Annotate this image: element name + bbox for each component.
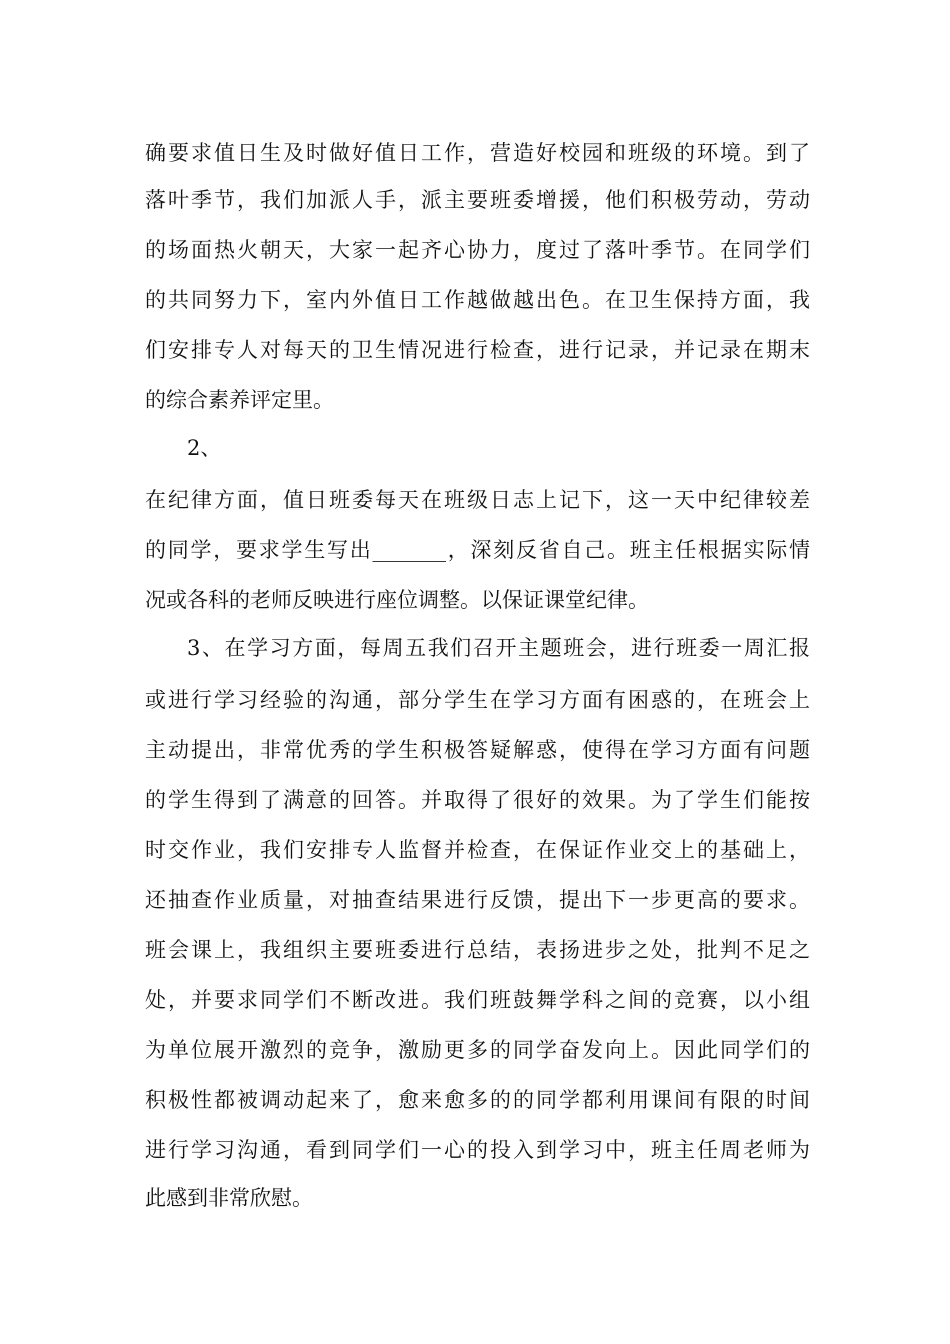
paragraph-3-line-6: 还抽查作业质量，对抽查结果进行反馈，提出下一步更高的要求。	[145, 888, 810, 912]
paragraph-2-line-2: 的同学，要求学生写出_______，深刻反省自己。班主任根据实际情	[145, 538, 810, 562]
paragraph-3-line-2: 或进行学习经验的沟通，部分学生在学习方面有困惑的，在班会上	[145, 688, 810, 712]
paragraph-1-line-5: 们安排专人对每天的卫生情况进行检查，进行记录，并记录在期末	[145, 338, 810, 362]
paragraph-3-line-12: 此感到非常欣慰。	[145, 1186, 313, 1210]
paragraph-3-line-1: 3、在学习方面，每周五我们召开主题班会，进行班委一周汇报	[187, 636, 810, 660]
paragraph-1-line-3: 的场面热火朝天，大家一起齐心协力，度过了落叶季节。在同学们	[145, 238, 810, 262]
paragraph-3-line-3: 主动提出，非常优秀的学生积极答疑解惑，使得在学习方面有问题	[145, 738, 810, 762]
paragraph-1-line-2: 落叶季节，我们加派人手，派主要班委增援，他们积极劳动，劳动	[145, 188, 810, 212]
paragraph-1-line-6: 的综合素养评定里。	[145, 388, 334, 412]
paragraph-1-line-4: 的共同努力下，室内外值日工作越做越出色。在卫生保持方面，我	[145, 288, 810, 312]
paragraph-3-line-8: 处，并要求同学们不断改进。我们班鼓舞学科之间的竞赛，以小组	[145, 988, 810, 1012]
paragraph-3-line-4: 的学生得到了满意的回答。并取得了很好的效果。为了学生们能按	[145, 788, 810, 812]
paragraph-3-line-9: 为单位展开激烈的竞争，激励更多的同学奋发向上。因此同学们的	[145, 1038, 810, 1062]
paragraph-3-line-10: 积极性都被调动起来了，愈来愈多的的同学都利用课间有限的时间	[145, 1088, 810, 1112]
paragraph-1-line-1: 确要求值日生及时做好值日工作，营造好校园和班级的环境。到了	[145, 141, 810, 165]
paragraph-2-line-3: 况或各科的老师反映进行座位调整。以保证课堂纪律。	[145, 588, 649, 612]
item-number-2: 2、	[187, 436, 222, 460]
paragraph-3-line-11: 进行学习沟通，看到同学们一心的投入到学习中，班主任周老师为	[145, 1138, 810, 1162]
paragraph-3-line-7: 班会课上，我组织主要班委进行总结，表扬进步之处，批判不足之	[145, 938, 810, 962]
paragraph-3-line-5: 时交作业，我们安排专人监督并检查，在保证作业交上的基础上，	[145, 838, 810, 862]
paragraph-2-line-1: 在纪律方面，值日班委每天在班级日志上记下，这一天中纪律较差	[145, 488, 810, 512]
